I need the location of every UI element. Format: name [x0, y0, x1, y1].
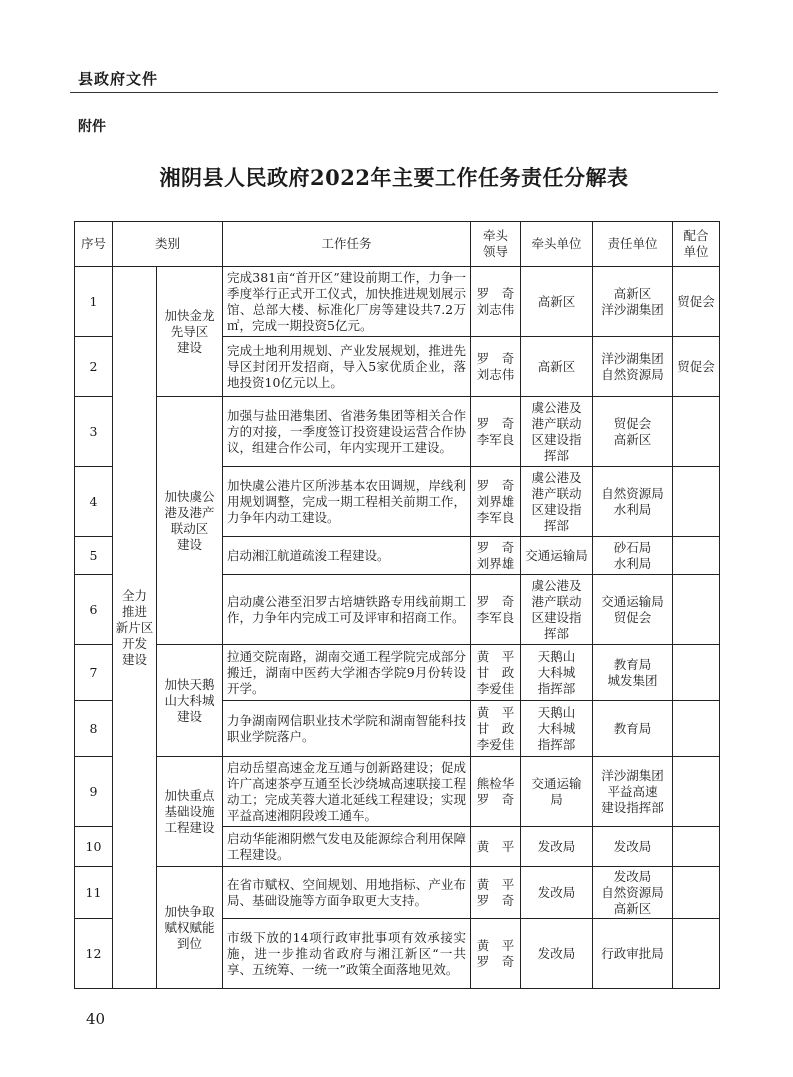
subcategory: 加快重点 基础设施 工程建设: [157, 757, 223, 867]
lead-leader: 黄 平: [471, 827, 521, 867]
lead-unit: 发改局: [521, 827, 593, 867]
responsible-unit: 交通运输局 贸促会: [593, 575, 673, 645]
task-text: 加强与盐田港集团、省港务集团等相关合作方的对接，一季度签订投资建设运营合作协议，组建合作公司，年内实现开工建设。: [223, 397, 471, 467]
lead-leader: 黄 平 甘 政 李爱佳: [471, 645, 521, 701]
table-row: [75, 867, 720, 919]
task-text: 完成381亩“首开区”建设前期工作，力争一季度举行正式开工仪式，加快推进规划展示馆、总部大楼、标准化厂房等建设共7.2万㎡，完成一期投资5亿元。: [223, 267, 471, 337]
row-number: 7: [75, 645, 113, 701]
cooperating-unit: [673, 867, 720, 919]
lead-leader: 黄 平 罗 奇: [471, 919, 521, 989]
lead-leader: 罗 奇 李军良: [471, 397, 521, 467]
lead-leader: 罗 奇 刘志伟: [471, 267, 521, 337]
task-text: 启动华能湘阴燃气发电及能源综合利用保障工程建设。: [223, 827, 471, 867]
column-header: 责任单位: [593, 222, 673, 267]
lead-unit: 高新区: [521, 337, 593, 397]
lead-unit: 发改局: [521, 867, 593, 919]
task-text: 市级下放的14项行政审批事项有效承接实施，进一步推动省政府与湘江新区“一共享、五统筹、一统一”政策全面落地见效。: [223, 919, 471, 989]
responsible-unit: 发改局 自然资源局 高新区: [593, 867, 673, 919]
task-text: 在省市赋权、空间规划、用地指标、产业布局、基础设施等方面争取更大支持。: [223, 867, 471, 919]
header-divider: [70, 92, 718, 93]
main-category: 全力 推进 新片区 开发 建设: [113, 267, 157, 989]
responsible-unit: 砂石局 水利局: [593, 537, 673, 575]
task-text: 拉通交院南路，湖南交通工程学院完成部分搬迁，湖南中医药大学湘杏学院9月份转设开学。: [223, 645, 471, 701]
lead-unit: 天鹅山 大科城 指挥部: [521, 645, 593, 701]
lead-leader: 熊检华 罗 奇: [471, 757, 521, 827]
lead-leader: 罗 奇 刘界雄: [471, 537, 521, 575]
cooperating-unit: [673, 645, 720, 701]
responsible-unit: 洋沙湖集团 平益高速 建设指挥部: [593, 757, 673, 827]
row-number: 2: [75, 337, 113, 397]
cooperating-unit: [673, 919, 720, 989]
attachment-label: 附件: [78, 119, 106, 135]
lead-unit: 交通运输 局: [521, 757, 593, 827]
cooperating-unit: 贸促会: [673, 337, 720, 397]
task-text: 加快虞公港片区所涉基本农田调规，岸线利用规划调整，完成一期工程相关前期工作，力争年内动工建设。: [223, 467, 471, 537]
row-number: 3: [75, 397, 113, 467]
column-header: 配合 单位: [673, 222, 720, 267]
task-text: 力争湖南网信职业技术学院和湖南智能科技职业学院落户。: [223, 701, 471, 757]
lead-leader: 罗 奇 刘志伟: [471, 337, 521, 397]
subcategory: 加快虞公 港及港产 联动区 建设: [157, 397, 223, 645]
cooperating-unit: [673, 467, 720, 537]
lead-unit: 天鹅山 大科城 指挥部: [521, 701, 593, 757]
responsible-unit: 发改局: [593, 827, 673, 867]
page-number: 40: [86, 1010, 106, 1028]
row-number: 9: [75, 757, 113, 827]
column-header: 序号: [75, 222, 113, 267]
column-header: 类别: [113, 222, 223, 267]
column-header: 工作任务: [223, 222, 471, 267]
row-number: 4: [75, 467, 113, 537]
task-text: 启动湘江航道疏浚工程建设。: [223, 537, 471, 575]
responsible-unit: 自然资源局 水利局: [593, 467, 673, 537]
lead-unit: 虞公港及 港产联动 区建设指 挥部: [521, 397, 593, 467]
task-text: 启动岳望高速金龙互通与创新路建设；促成许广高速茶亭互通至长沙绕城高速联接工程动工；完成芙蓉大道北延线工程建设；实现平益高速湘阴段竣工通车。: [223, 757, 471, 827]
row-number: 6: [75, 575, 113, 645]
document-header-label: 县政府文件: [78, 70, 159, 88]
subcategory: 加快争取 赋权赋能 到位: [157, 867, 223, 989]
cooperating-unit: [673, 827, 720, 867]
table-row: [75, 397, 720, 467]
task-text: 完成土地利用规划、产业发展规划，推进先导区封闭开发招商，导入5家优质企业，落地投资10亿元以上。: [223, 337, 471, 397]
table-header-row: [75, 222, 720, 267]
column-header: 牵头 领导: [471, 222, 521, 267]
task-text: 启动虞公港至汨罗古培塘铁路专用线前期工作，力争年内完成工可及评审和招商工作。: [223, 575, 471, 645]
lead-unit: 虞公港及 港产联动 区建设指 挥部: [521, 575, 593, 645]
table-row: [75, 267, 720, 337]
cooperating-unit: [673, 575, 720, 645]
cooperating-unit: 贸促会: [673, 267, 720, 337]
row-number: 1: [75, 267, 113, 337]
table-row: [75, 645, 720, 701]
cooperating-unit: [673, 537, 720, 575]
row-number: 5: [75, 537, 113, 575]
lead-leader: 罗 奇 刘界雄 李军良: [471, 467, 521, 537]
cooperating-unit: [673, 397, 720, 467]
document-title: 湘阴县人民政府2022年主要工作任务责任分解表: [159, 165, 629, 190]
lead-unit: 高新区: [521, 267, 593, 337]
responsible-unit: 洋沙湖集团 自然资源局: [593, 337, 673, 397]
table-row: [75, 757, 720, 827]
responsible-unit: 贸促会 高新区: [593, 397, 673, 467]
column-header: 牵头单位: [521, 222, 593, 267]
responsible-unit: 教育局: [593, 701, 673, 757]
responsible-unit: 教育局 城发集团: [593, 645, 673, 701]
task-table: [74, 221, 720, 989]
row-number: 10: [75, 827, 113, 867]
lead-unit: 交通运输局: [521, 537, 593, 575]
row-number: 11: [75, 867, 113, 919]
lead-unit: 发改局: [521, 919, 593, 989]
lead-leader: 罗 奇 李军良: [471, 575, 521, 645]
responsible-unit: 行政审批局: [593, 919, 673, 989]
subcategory: 加快金龙 先导区 建设: [157, 267, 223, 397]
row-number: 12: [75, 919, 113, 989]
cooperating-unit: [673, 701, 720, 757]
responsible-unit: 高新区 洋沙湖集团: [593, 267, 673, 337]
lead-leader: 黄 平 罗 奇: [471, 867, 521, 919]
subcategory: 加快天鹅 山大科城 建设: [157, 645, 223, 757]
lead-unit: 虞公港及 港产联动 区建设指 挥部: [521, 467, 593, 537]
row-number: 8: [75, 701, 113, 757]
cooperating-unit: [673, 757, 720, 827]
lead-leader: 黄 平 甘 政 李爱佳: [471, 701, 521, 757]
